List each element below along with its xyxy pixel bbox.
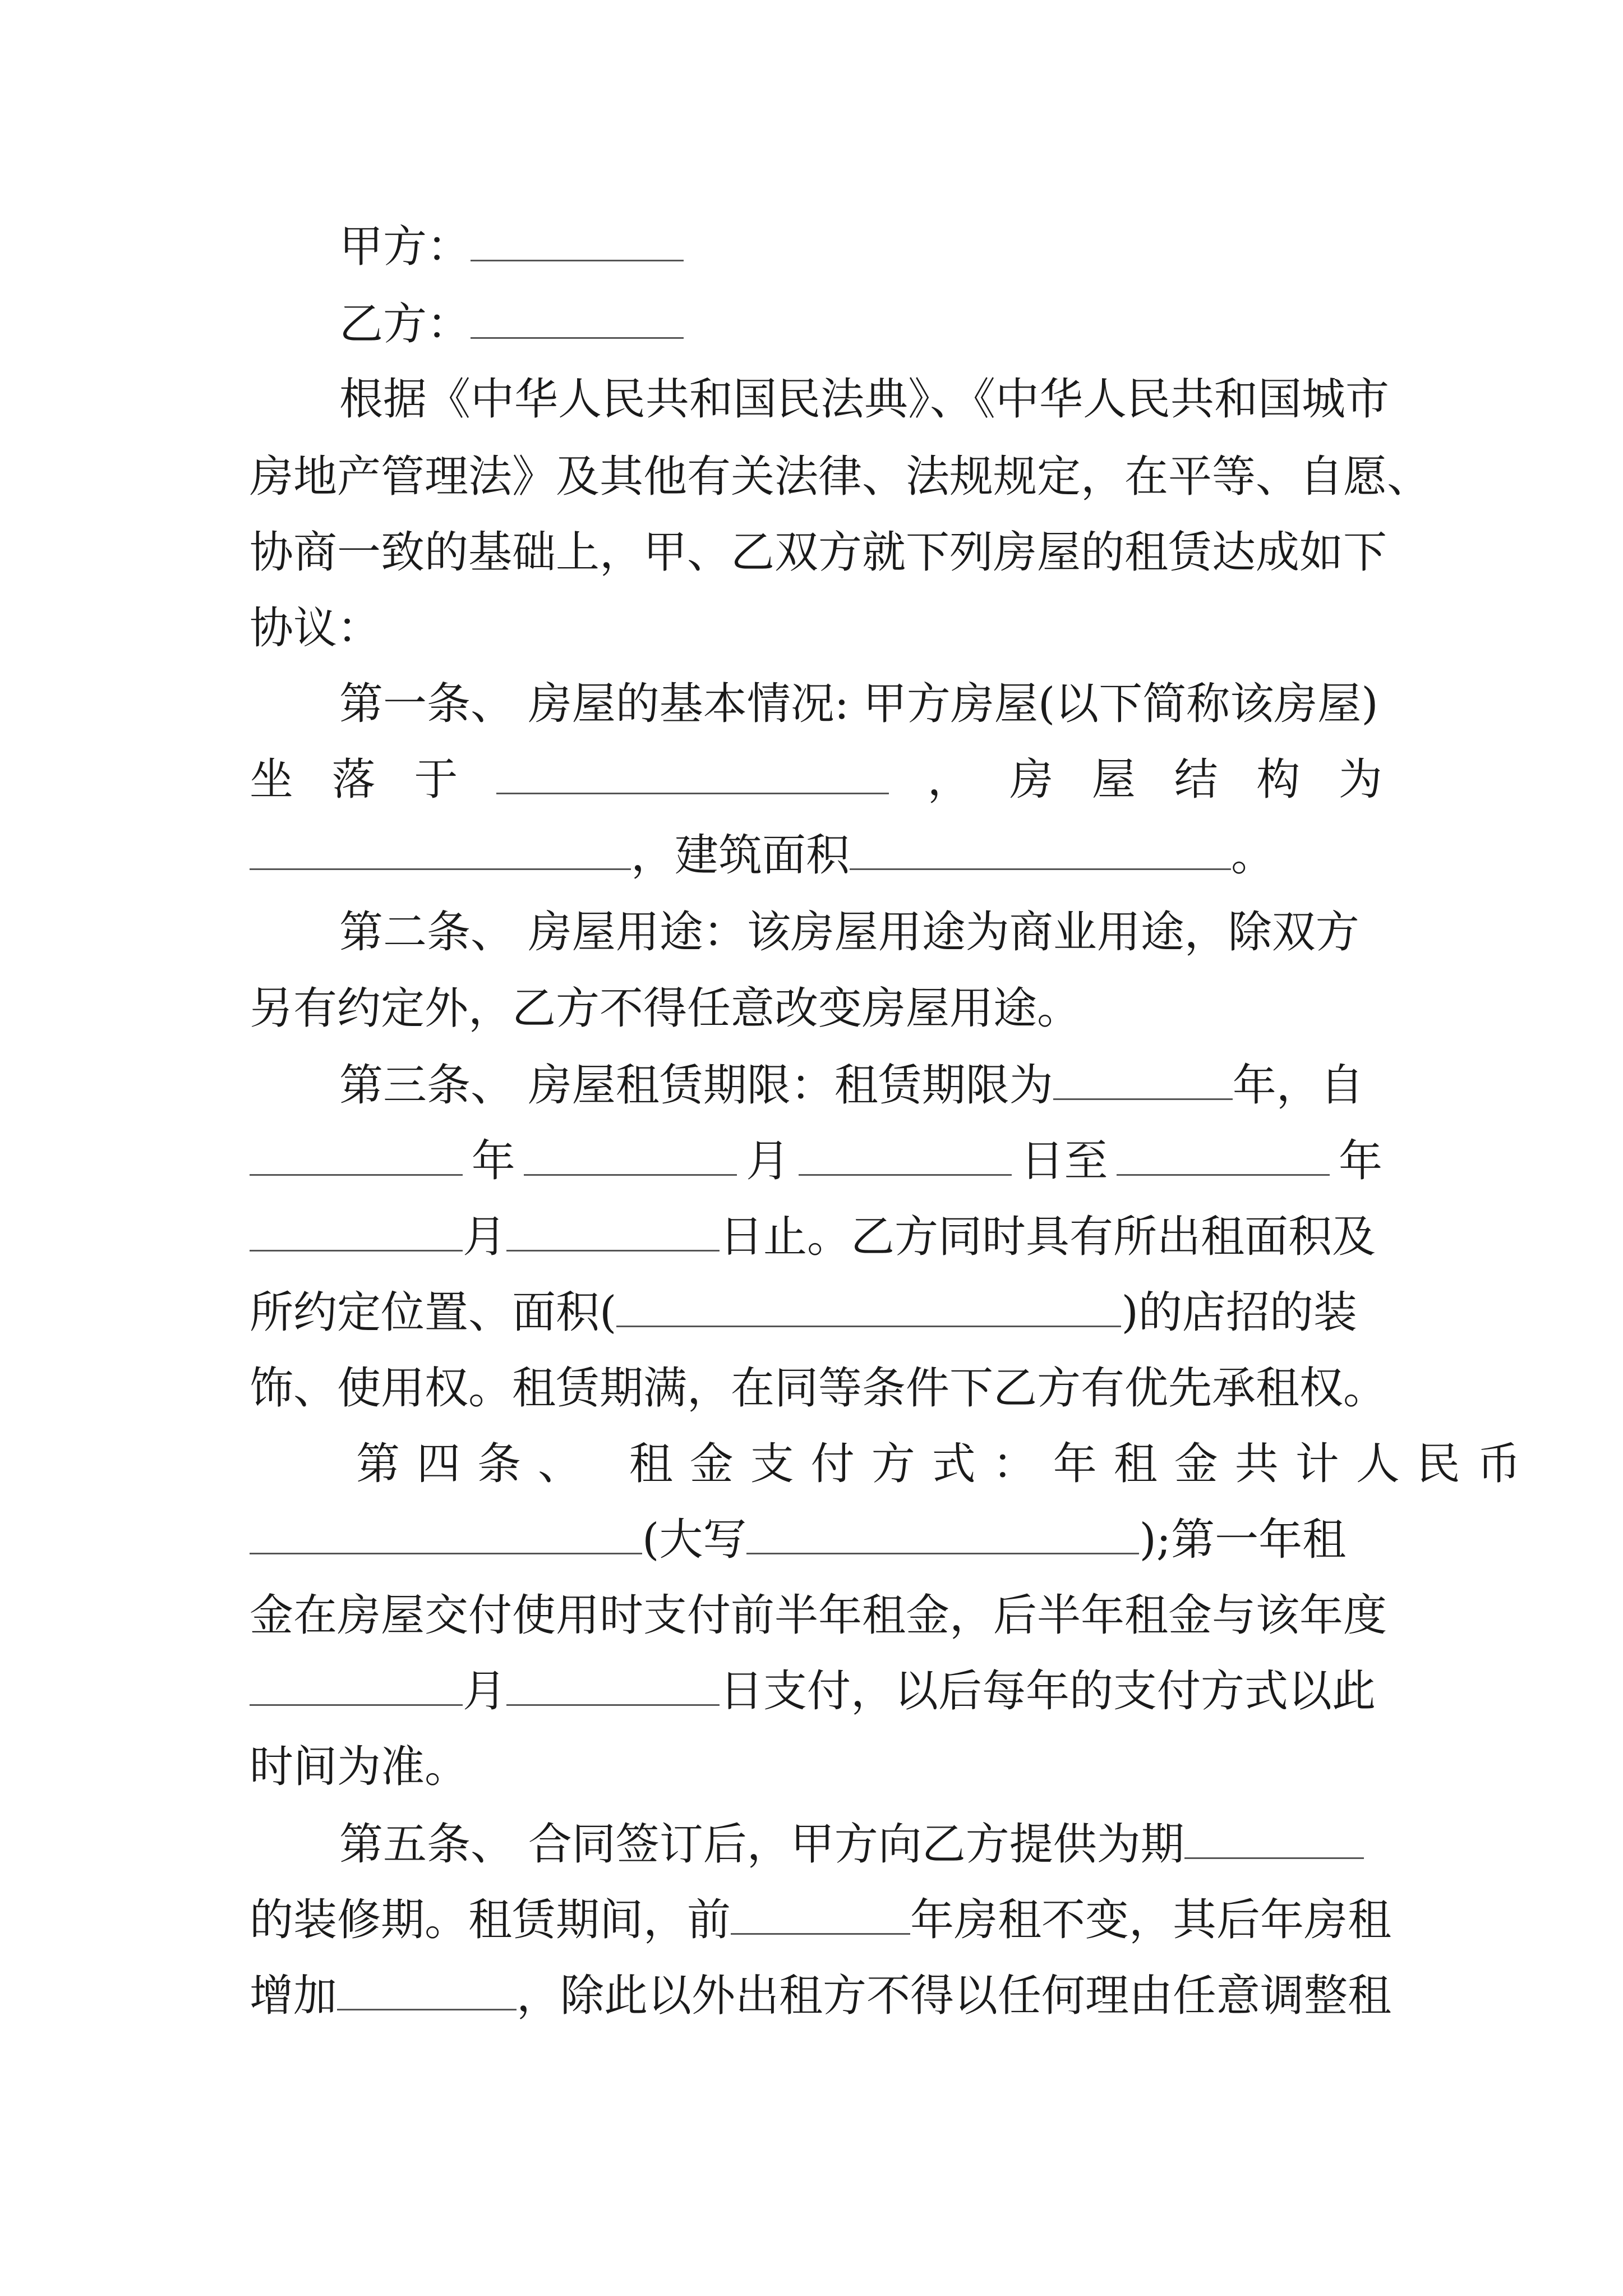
art3-line-1 — [339, 1057, 1382, 1114]
art3-line-5: 饰、使用权。租赁期满，在同等条件下乙方有优先承租权。 — [250, 1363, 1387, 1414]
art5-line-2-start: 的装修期。租赁期间，前 — [250, 1895, 731, 1945]
intro-line-1: 根据《中华人民共和国民法典》、《中华人民共和国城市 — [339, 374, 1390, 425]
signboard-area-blank — [616, 1292, 1121, 1327]
art4-line-1 — [356, 1436, 1538, 1492]
art4-line-5: 时间为准。 — [250, 1742, 469, 1792]
art3-title: 第三条、 房屋租赁期限：租赁期限为 — [339, 1060, 1053, 1111]
month-label: 月 — [463, 1666, 507, 1717]
party-a-line — [339, 219, 1382, 275]
art2-line-2: 另有约定外，乙方不得任意改变房屋用途。 — [250, 983, 1081, 1034]
art1-word: 结 — [1174, 754, 1218, 805]
end-year-blank — [1117, 1140, 1330, 1176]
art5-line-3-end: ，除此以外出租方不得以任何理由任意调整租 — [517, 1971, 1392, 2021]
art1-word: 构 — [1256, 754, 1301, 805]
party-a-label: 甲方： — [339, 222, 471, 272]
term-years-blank — [1053, 1065, 1233, 1100]
rent-uppercase-blank — [746, 1519, 1139, 1554]
day-to-label: 日至 — [1020, 1136, 1108, 1186]
party-b-blank — [471, 303, 684, 339]
party-b-line — [339, 296, 1382, 352]
start-day-blank — [799, 1140, 1012, 1176]
art4-line-2 — [250, 1512, 1382, 1568]
art5-line-1 — [339, 1816, 1382, 1872]
art1-line-2 — [250, 752, 1382, 808]
pay-month-blank — [250, 1671, 463, 1706]
year-label: 年 — [471, 1136, 515, 1186]
art1-line-1: 第一条、 房屋的基本情况: 甲方房屋(以下简称该房屋) — [339, 679, 1378, 729]
party-b-label: 乙方： — [339, 299, 471, 349]
intro-line-3: 协商一致的基础上，甲、乙双方就下列房屋的租赁达成如下 — [250, 527, 1387, 578]
art3-line-4-start: 所约定位置、面积( — [250, 1287, 617, 1338]
art5-line-2 — [250, 1892, 1392, 1948]
art1-word: 坐 — [250, 754, 294, 805]
art3-line-2 — [250, 1133, 1382, 1189]
area-label: ，建筑面积 — [631, 830, 850, 881]
area-blank — [850, 835, 1231, 870]
start-year-blank — [250, 1140, 463, 1176]
party-a-blank — [471, 226, 684, 261]
uppercase-label: (大写 — [642, 1515, 747, 1565]
pay-day-blank — [506, 1671, 720, 1706]
start-month-blank — [524, 1140, 737, 1176]
location-blank — [496, 759, 889, 794]
art4-line-3: 金在房屋交付使用时支付前半年租金，后半年租金与该年度 — [250, 1590, 1387, 1641]
period-mark: 。 — [1231, 830, 1275, 881]
rent-amount-blank — [250, 1519, 642, 1554]
art1-line-3 — [250, 827, 1382, 884]
art2-line-1: 第二条、 房屋用途：该房屋用途为商业用途，除双方 — [339, 907, 1359, 958]
month-label: 月 — [463, 1212, 507, 1262]
art1-word: 为 — [1338, 754, 1382, 805]
art3-from: 年，自 — [1232, 1060, 1364, 1111]
end-day-blank — [506, 1216, 720, 1251]
art1-word: 于 — [414, 754, 458, 805]
art1-word: 屋 — [1091, 754, 1136, 805]
structure-blank — [250, 835, 631, 870]
renovation-period-blank — [1184, 1824, 1364, 1859]
art5-line-3 — [250, 1968, 1392, 2024]
art5-line-2-end: 年房租不变，其后年房租 — [910, 1895, 1392, 1945]
art4-line-4-end: 日支付，以后每年的支付方式以此 — [720, 1666, 1376, 1717]
art1-word: 房 — [1009, 754, 1054, 805]
art5-line-3-start: 增加 — [250, 1971, 338, 2021]
art1-word: 落 — [331, 754, 376, 805]
art3-line-3-text: 日止。乙方同时具有所出租面积及 — [720, 1212, 1376, 1262]
rent-increase-blank — [337, 1975, 517, 2010]
month-label: 月 — [746, 1136, 790, 1186]
intro-line-2: 房地产管理法》及其他有关法律、法规规定，在平等、自愿、 — [250, 452, 1431, 502]
art5-title: 第五条、 合同签订后，甲方向乙方提供为期 — [339, 1819, 1184, 1870]
end-month-blank — [250, 1216, 463, 1251]
art3-line-4-end: )的店招的装 — [1121, 1287, 1357, 1338]
intro-line-4: 协议： — [250, 603, 381, 654]
art3-line-4 — [250, 1285, 1382, 1341]
art4-line-4 — [250, 1663, 1382, 1719]
year-label: 年 — [1338, 1136, 1382, 1186]
art4-line-2-end: );第一年租 — [1139, 1515, 1347, 1565]
fixed-rent-years-blank — [731, 1899, 910, 1935]
art1-word: ， — [927, 754, 971, 805]
art3-line-3 — [250, 1209, 1382, 1265]
art4-title: 第四条、 租金支付方式：年租金共计人民币 — [356, 1439, 1538, 1489]
